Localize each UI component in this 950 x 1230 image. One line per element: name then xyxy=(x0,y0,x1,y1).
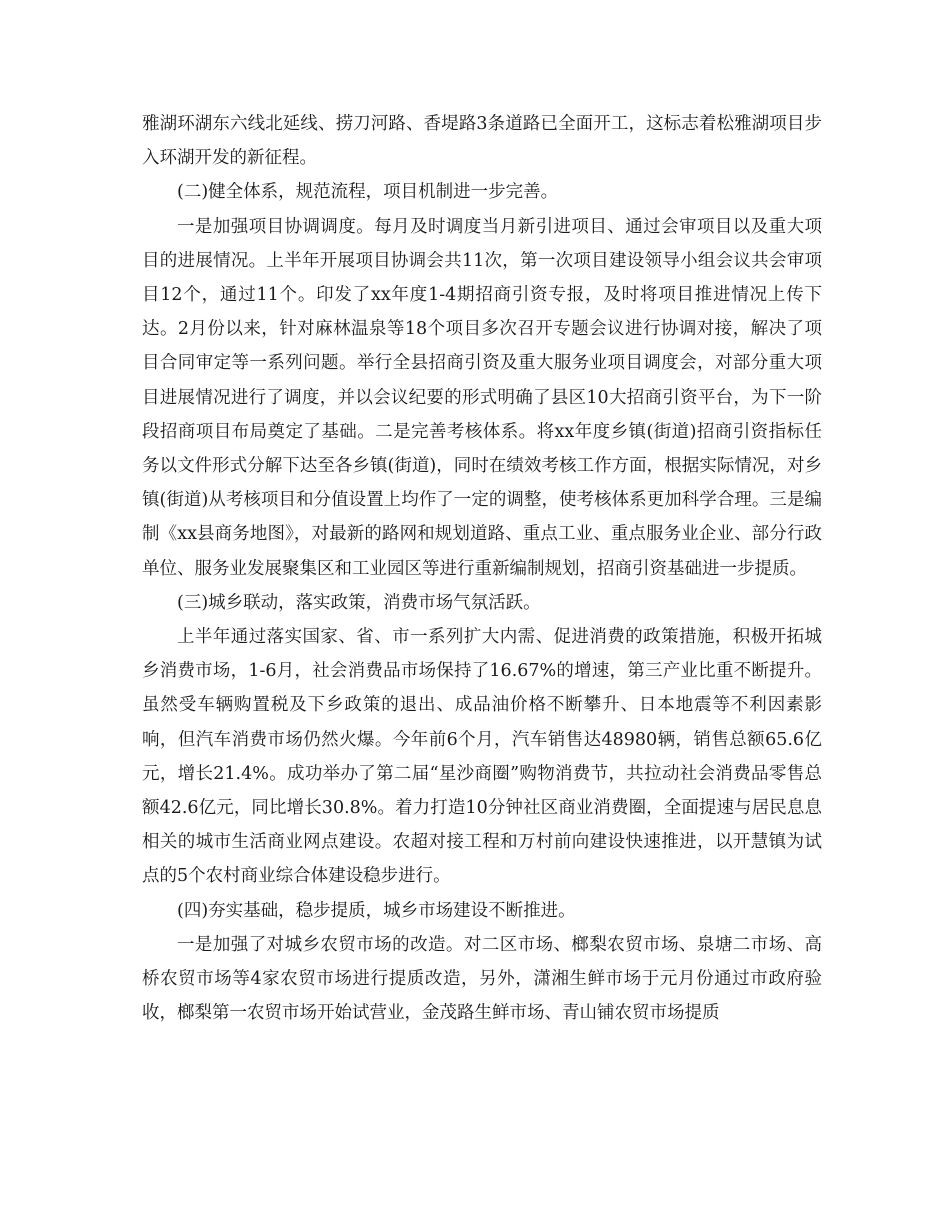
document-page xyxy=(142,107,822,1030)
paragraph-7: 一是加强了对城乡农贸市场的改造。对二区市场、榔梨农贸市场、泉塘二市场、高桥农贸市场等4家农贸市场进行提质改造，另外，潇湘生鲜市场于元月份通过市政府验收，榔梨第一农贸市场开始试营业，金茂路生鲜市场、青山铺农贸市场提质 xyxy=(142,934,822,1024)
paragraph-1: 雅湖环湖东六线北延线、捞刀河路、香堤路3条道路已全面开工，这标志着松雅湖项目步入环湖开发的新征程。 xyxy=(142,114,822,169)
paragraph-5: 上半年通过落实国家、省、市一系列扩大内需、促进消费的政策措施，积极开拓城乡消费市场，1-6月，社会消费品市场保持了16.67%的增速，第三产业比重不断提升。虽然受车辆购置税及下乡政策的退出、成品油价格不断攀升、日本地震等不利因素影响，但汽车消费市场仍然火爆。今年前6个月，汽车销售达48980辆，销售总额65.6亿元，增长21.4%。成功举办了第二届“星沙商圈”购物消费节，共拉动社会消费品零售总额42.6亿元，同比增长30.8%。着力打造10分钟社区商业消费圈，全面提速与居民息息相关的城市生活商业网点建设。农超对接工程和万村前向建设快速推进，以开慧镇为试点的5个农村商业综合体建设稳步进行。 xyxy=(142,627,822,887)
section-heading-4: (四)夯实基础，稳步提质，城乡市场建设不断推进。 xyxy=(177,900,576,921)
paragraph-3: 一是加强项目协调调度。每月及时调度当月新引进项目、通过会审项目以及重大项目的进展情况。上半年开展项目协调会共11次，第一次项目建设领导小组会议共会审项目12个，通过11个。印发了xx年度1-4期招商引资专报，及时将项目推进情况上传下达。2月份以来，针对麻林温泉等18个项目多次召开专题会议进行协调对接，解决了项目合同审定等一系列问题。举行全县招商引资及重大服务业项目调度会，对部分重大项目进展情况进行了调度，并以会议纪要的形式明确了县区10大招商引资平台，为下一阶段招商项目布局奠定了基础。二是完善考核体系。将xx年度乡镇(街道)招商引资指标任务以文件形式分解下达至各乡镇(街道)，同时在绩效考核工作方面，根据实际情况，对乡镇(街道)从考核项目和分值设置上均作了一定的调整，使考核体系更加科学合理。三是编制《xx县商务地图》，对最新的路网和规划道路、重点工业、重点服务业企业、部分行政单位、服务业发展聚集区和工业园区等进行重新编制规划，招商引资基础进一步提质。 xyxy=(142,216,822,579)
section-heading-2: (二)健全体系，规范流程，项目机制进一步完善。 xyxy=(177,182,559,203)
section-heading-3: (三)城乡联动，落实政策，消费市场气氛活跃。 xyxy=(177,592,541,613)
